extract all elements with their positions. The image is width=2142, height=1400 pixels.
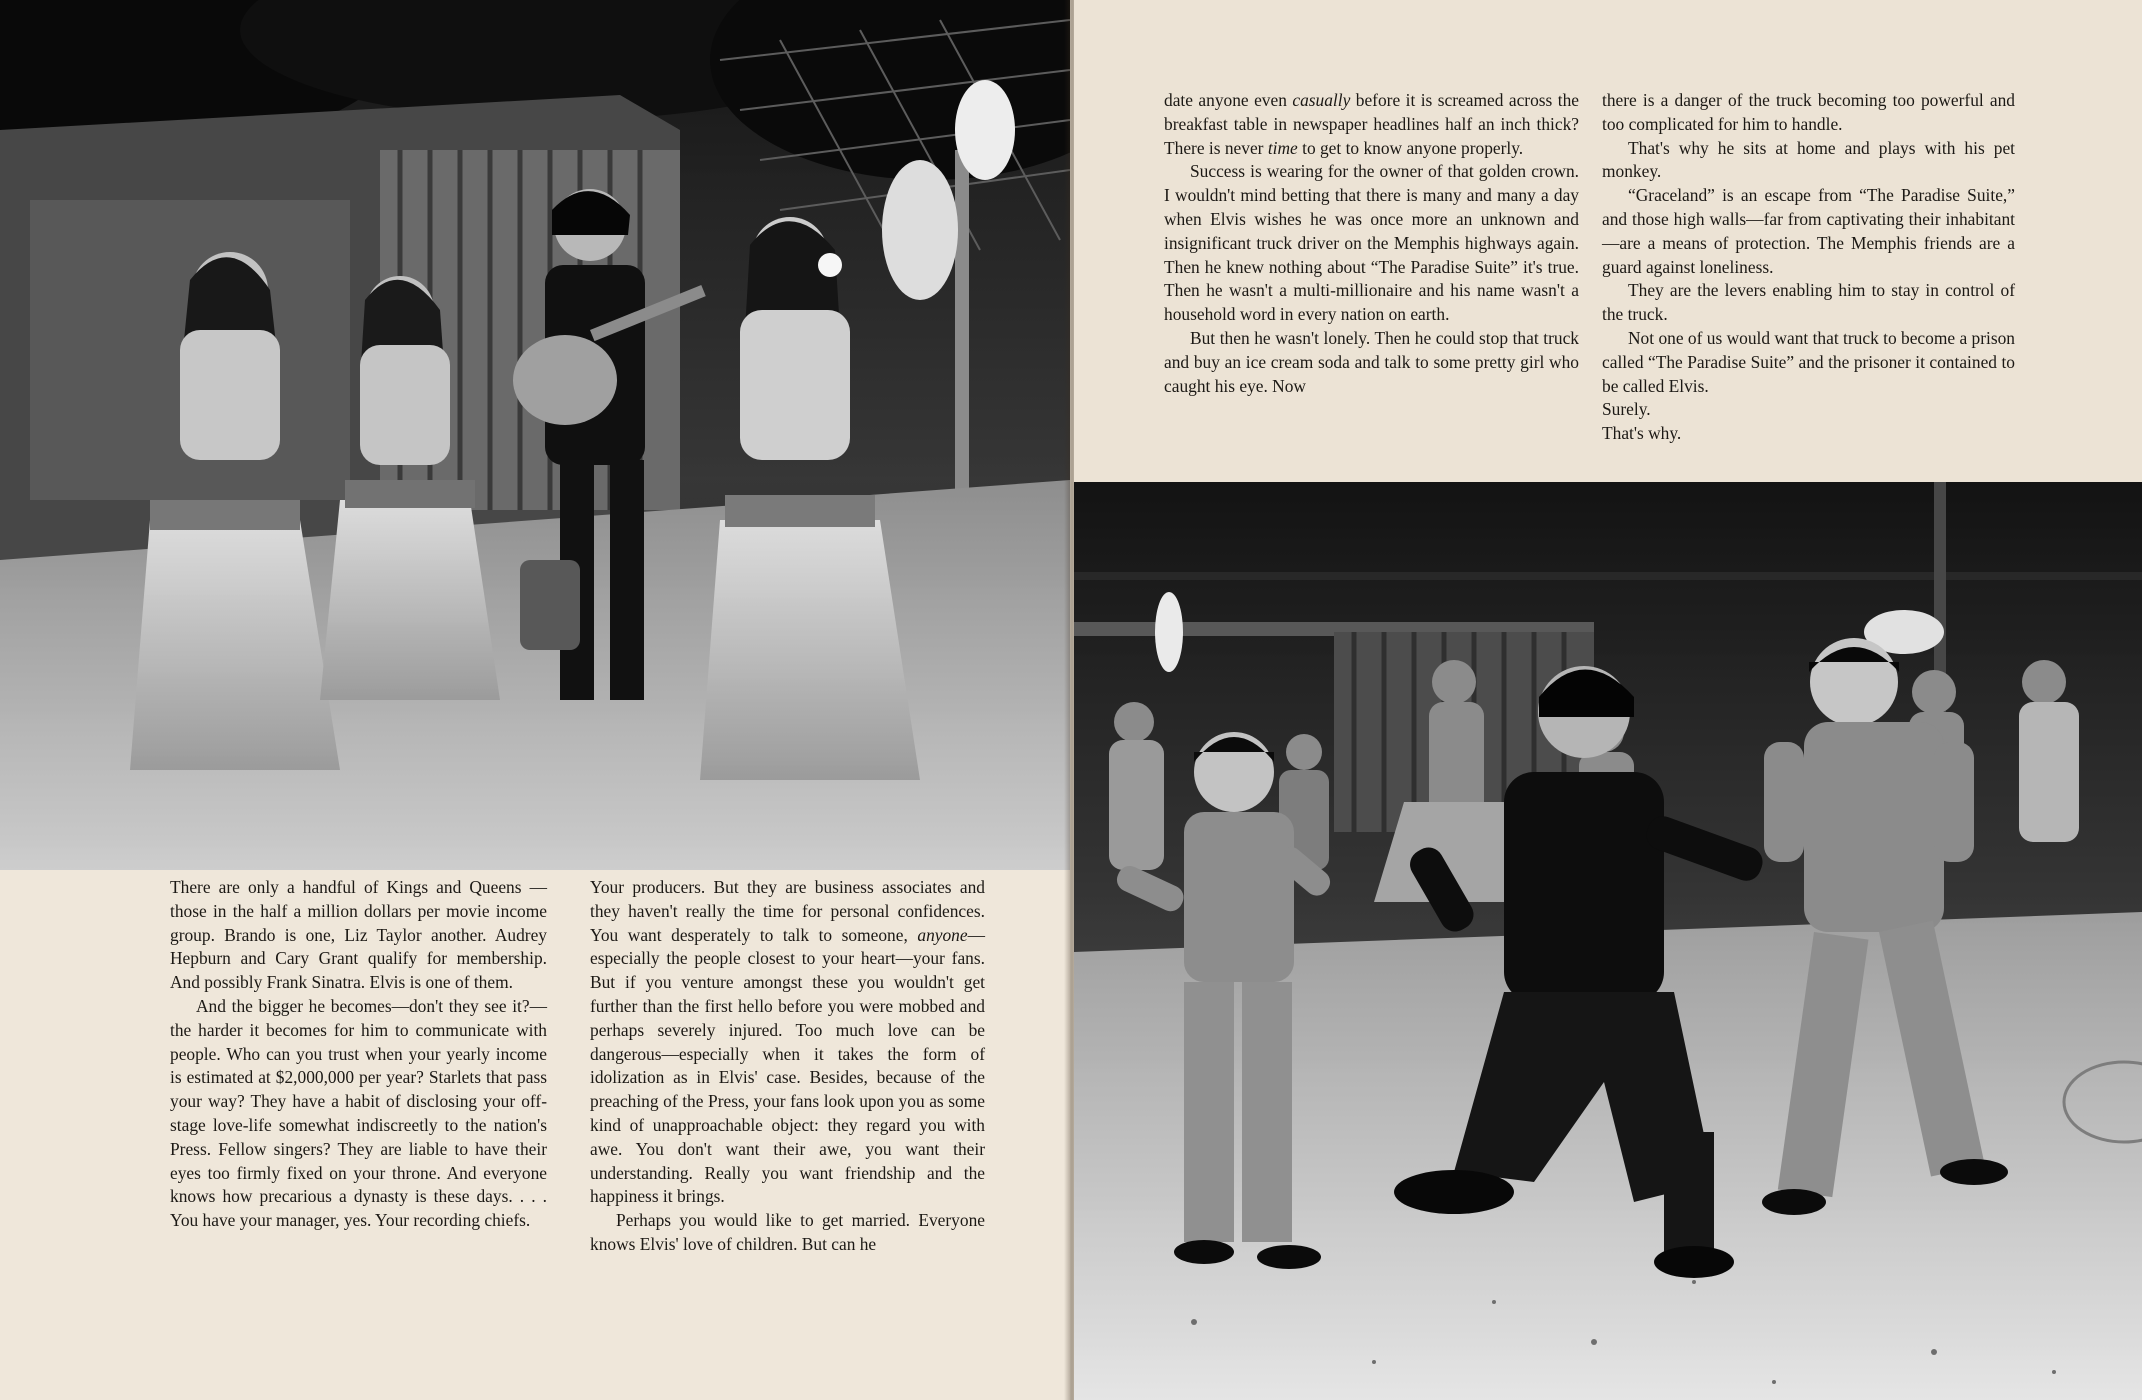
emphasis: anyone <box>917 924 968 945</box>
paragraph: That's why. <box>1602 423 1682 444</box>
right-page-column-2 <box>1602 89 2015 446</box>
emphasis: casually <box>1292 90 1351 110</box>
text-run: date anyone even <box>1164 90 1293 110</box>
right-page-column-1 <box>1164 89 1579 398</box>
paragraph: there is a danger of the truck becoming too powerful and too complicated for him to handle. <box>1602 90 2015 134</box>
paragraph: And the bigger he becomes—don't they see it?—the harder it becomes for him to communicate with people. Who can you trust when your yearly income is estimated at $2,000,000 per year? Starlets that pass your way? They have a habit of disclosing your off-stage love-life somewhat indiscreetly to the nation's Press. Fellow singers? They are liable to have their eyes too firmly fixed on your throne. And everyone knows how precarious a dynasty is these days. . . . You have your manager, yes. Your recording chiefs. <box>170 995 547 1231</box>
paragraph: “Graceland” is an escape from “The Paradise Suite,” and those high walls—far from captivating their inhabitant—are a means of protection. The Memphis friends are a guard against loneliness. <box>1602 185 2015 277</box>
dancing-children-photo-icon <box>1074 482 2142 1400</box>
text-run: Your producers. But they are business associates and they haven't really the time for personal confidences. You want desperately to talk to someone, <box>590 877 985 945</box>
paragraph: That's why he sits at home and plays with his pet monkey. <box>1602 137 2015 182</box>
text-run: to get to know anyone properly. <box>1297 137 1524 158</box>
left-page-column-2 <box>590 876 985 1257</box>
paragraph: Not one of us would want that truck to become a prison called “The Paradise Suite” and the prisoner it contained to be called Elvis. <box>1602 327 2015 396</box>
text-run: before it is screamed across the breakfast table in newspaper headlines half an inch thick? There is never <box>1164 90 1579 158</box>
left-page <box>0 0 1070 1400</box>
paragraph <box>1164 89 1579 160</box>
paragraph: But then he wasn't lonely. Then he could stop that truck and buy an ice cream soda and talk to some pretty girl who caught his eye. Now <box>1164 327 1579 396</box>
paragraph: Surely. <box>1602 399 1651 420</box>
paragraph: They are the levers enabling him to stay in control of the truck. <box>1602 280 2015 325</box>
text-run: —especially the people closest to your heart—your fans. But if you venture amongst these you wouldn't get further than the first hello before you were mobbed and perhaps severely injured. Too much love can be dangerous—especially when it takes the form of idolization as in Elvis' case. Besides, because of the preaching of the Press, your fans look upon you as some kind of unapproachable object: they regard you with awe. You don't want their awe, you want their understanding. Really you want friendship and the happiness it brings. <box>590 924 985 1207</box>
paragraph: There are only a handful of Kings and Queens —those in the half a million dollars per movie income group. Brando is one, Liz Taylor another. Audrey Hepburn and Cary Grant qualify for membership. And possibly Frank Sinatra. Elvis is one of them. <box>170 877 547 993</box>
hula-dancers-stage-photo-icon <box>0 0 1070 870</box>
left-page-column-1 <box>170 876 547 1233</box>
paragraph: Success is wearing for the owner of that golden crown. I wouldn't mind betting that there is many and many a day when Elvis wishes he was once more an unknown and insignificant truck driver on the Memphis highways again. Then he knew nothing about “The Paradise Suite” it's true. Then he wasn't a multi-millionaire and his name wasn't a household word in every nation on earth. <box>1164 161 1579 325</box>
emphasis: time <box>1267 137 1298 158</box>
paragraph <box>590 876 985 1209</box>
paragraph: Perhaps you would like to get married. Everyone knows Elvis' love of children. But can he <box>590 1210 985 1254</box>
